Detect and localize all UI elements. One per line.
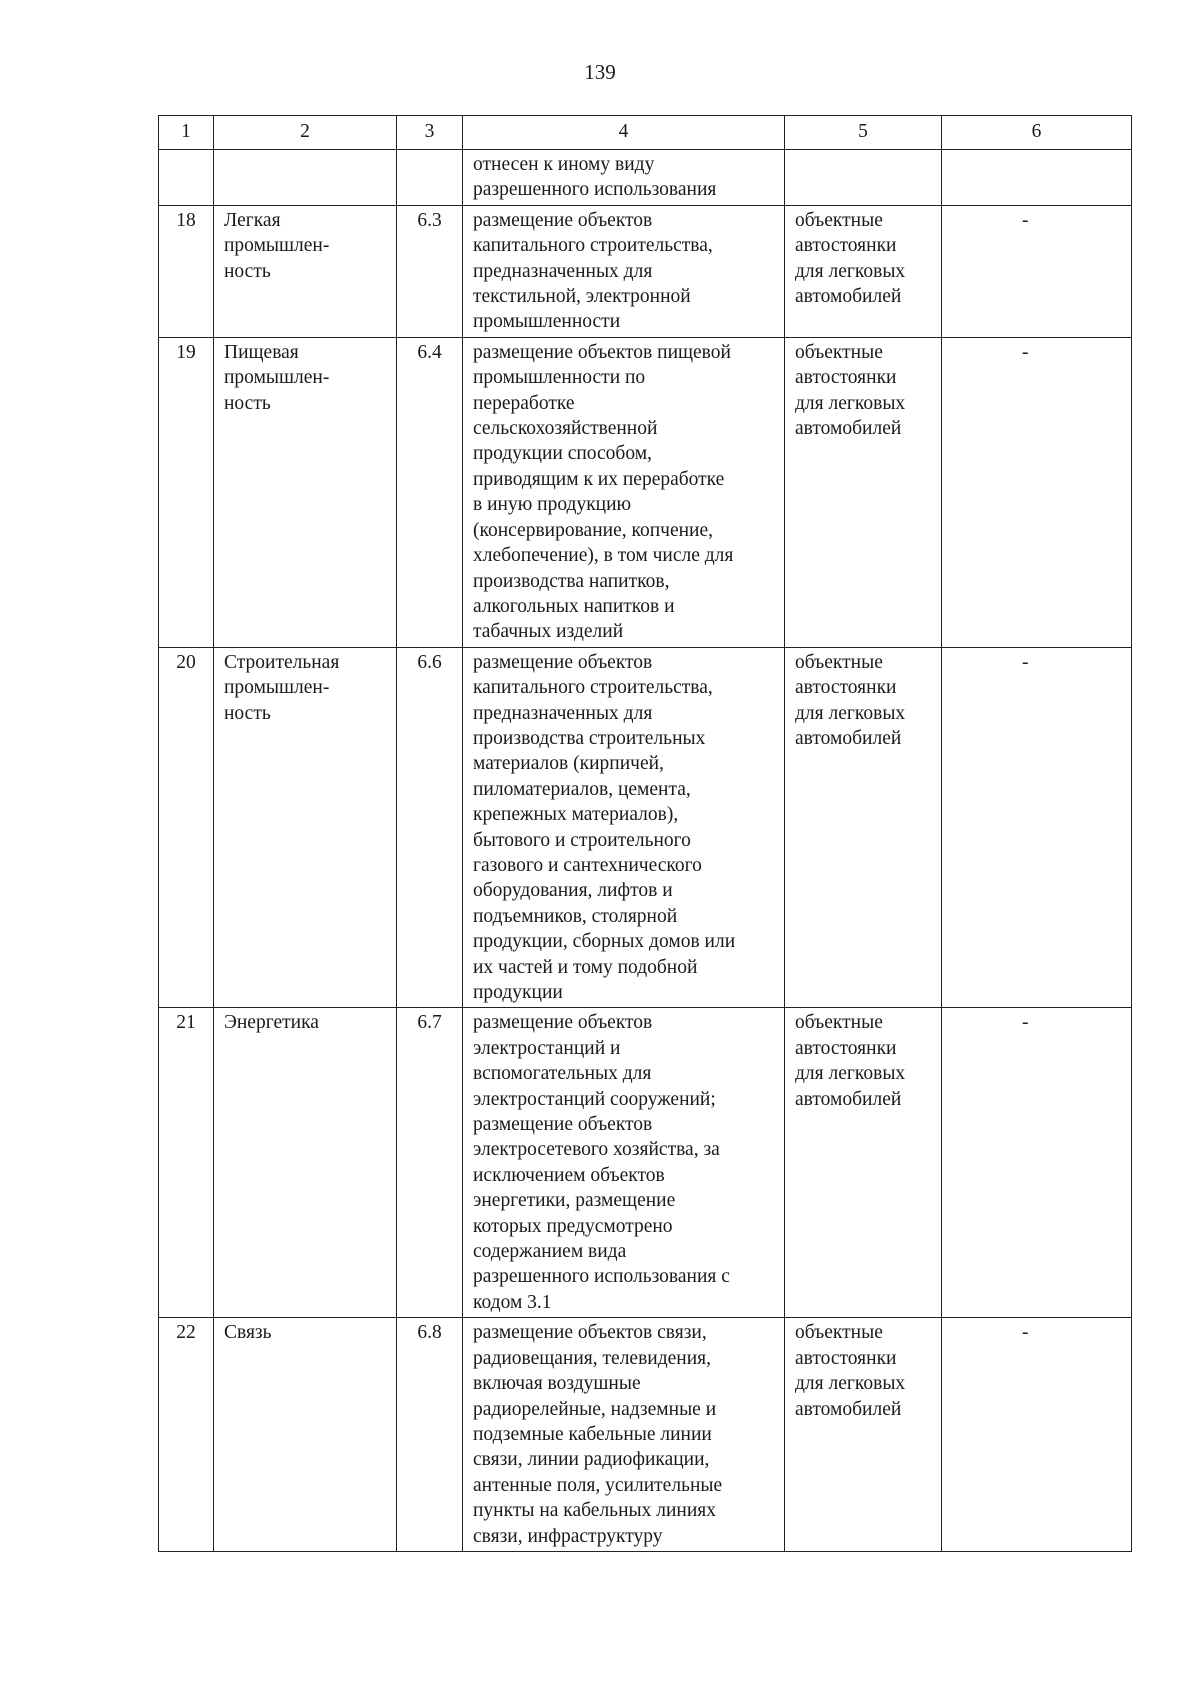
table-row [159,337,1132,647]
parking-cell: объектные автостоянки для легковых автомобилей [785,1318,942,1552]
land-use-description-cell: размещение объектов электростанций и вспомогательных для электростанций сооружений; размещение объектов электросетевого хозяйства, за исключением объектов энергетики, размещение которых предусмотрено содержанием вида разрешенного использования с кодом 3.1 [463,1008,785,1318]
parking-cell: объектные автостоянки для легковых автомобилей [785,337,942,647]
land-use-code-cell: 6.3 [397,205,463,337]
extra-cell [942,1008,1132,1318]
table-row-continuation [159,150,1132,206]
column-header: 3 [397,116,463,150]
land-use-code-cell: 6.8 [397,1318,463,1552]
parking-cell: объектные автостоянки для легковых автомобилей [785,647,942,1008]
dash-mark: - [1022,1012,1029,1034]
column-header: 4 [463,116,785,150]
table-row [159,1008,1132,1318]
table-row [159,1318,1132,1552]
extra-cell [942,205,1132,337]
land-use-code-cell: 6.6 [397,647,463,1008]
dash-mark: - [1022,209,1029,231]
extra-cell [942,150,1132,206]
land-use-name-cell: Энергетика [214,1008,397,1318]
parking-cell: объектные автостоянки для легковых автомобилей [785,1008,942,1318]
parking-cell: объектные автостоянки для легковых автомобилей [785,205,942,337]
table-row [159,647,1132,1008]
land-use-description-cell: размещение объектов капитального строительства, предназначенных для производства строительных материалов (кирпичей, пиломатериалов, цемента, крепежных материалов), бытового и строительного газового и сантехнического оборудования, лифтов и подъемников, столярной продукции, сборных домов или их частей и тому подобной продукции [463,647,785,1008]
land-use-name-cell: Связь [214,1318,397,1552]
land-use-code-cell [397,150,463,206]
extra-cell [942,647,1132,1008]
land-use-description-cell: размещение объектов капитального строительства, предназначенных для текстильной, электронной промышленности [463,205,785,337]
extra-cell [942,1318,1132,1552]
row-number-cell: 18 [159,205,214,337]
table-row [159,205,1132,337]
land-use-name-cell: Пищевая промышлен- ность [214,337,397,647]
row-number-cell: 19 [159,337,214,647]
column-header: 1 [159,116,214,150]
row-number-cell: 21 [159,1008,214,1318]
land-use-code-cell: 6.4 [397,337,463,647]
parking-cell [785,150,942,206]
row-number-cell: 22 [159,1318,214,1552]
column-header: 5 [785,116,942,150]
land-use-description-cell: отнесен к иному виду разрешенного использования [463,150,785,206]
row-number-cell: 20 [159,647,214,1008]
table-header-row [159,116,1132,150]
column-header: 2 [214,116,397,150]
extra-cell [942,337,1132,647]
dash-mark: - [1022,651,1029,673]
land-use-description-cell: размещение объектов пищевой промышленности по переработке сельскохозяйственной продукции способом, приводящим к их переработке в иную продукцию (консервирование, копчение, хлебопечение), в том числе для производства напитков, алкогольных напитков и табачных изделий [463,337,785,647]
land-use-table [158,115,1132,1552]
column-header: 6 [942,116,1132,150]
land-use-description-cell: размещение объектов связи, радиовещания, телевидения, включая воздушные радиорелейные, надземные и подземные кабельные линии связи, линии радиофикации, антенные поля, усилительные пункты на кабельных линиях связи, инфраструктуру [463,1318,785,1552]
land-use-name-cell: Строительная промышлен- ность [214,647,397,1008]
dash-mark: - [1022,341,1029,363]
dash-mark: - [1022,1322,1029,1344]
land-use-name-cell: Легкая промышлен- ность [214,205,397,337]
land-use-name-cell [214,150,397,206]
land-use-code-cell: 6.7 [397,1008,463,1318]
page-number: 139 [584,60,616,84]
row-number-cell [159,150,214,206]
